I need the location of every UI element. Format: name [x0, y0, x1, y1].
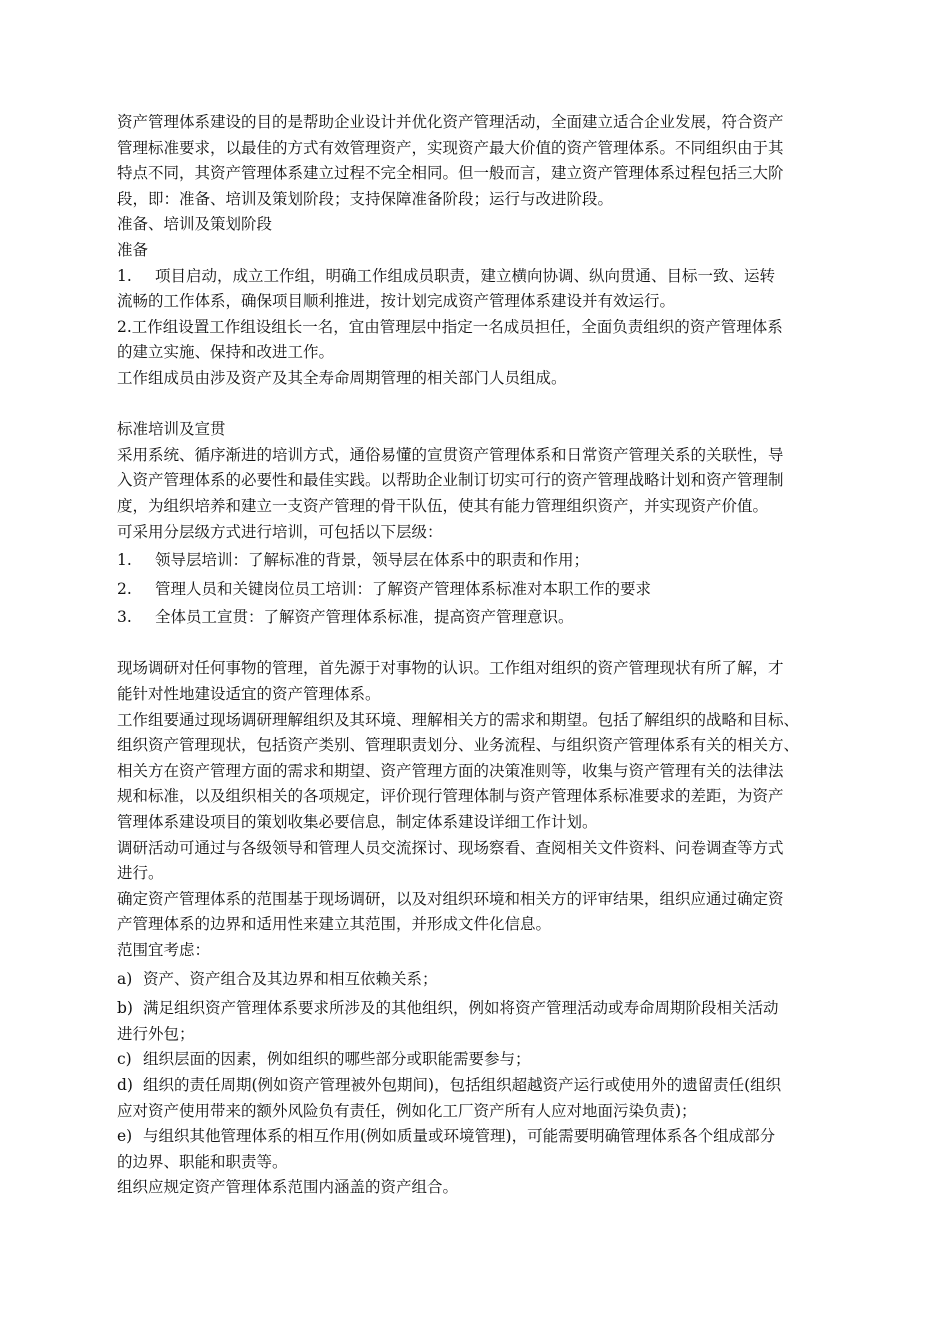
list-text: 全体员工宣贯：了解资产管理体系标准，提高资产管理意识。: [155, 608, 574, 627]
scope-item-d-continued: 应对资产使用带来的额外风险负有责任，例如化工厂资产所有人应对地面污染负责)；: [117, 1101, 697, 1120]
training-line: 入资产管理体系的必要性和最佳实践。以帮助企业制订切实可行的资产管理战略计划和资产管理制: [117, 471, 784, 490]
list-text: 满足组织资产管理体系要求所涉及的其他组织，例如将资产管理活动或寿命周期阶段相关活动: [143, 999, 779, 1018]
list-letter: b): [117, 999, 133, 1018]
prep-members: 工作组成员由涉及资产及其全寿命周期管理的相关部门人员组成。: [117, 368, 567, 387]
list-text: 与组织其他管理体系的相互作用(例如质量或环境管理)，可能需要明确管理体系各个组成部分: [143, 1127, 776, 1146]
prep-item-1: [117, 264, 852, 290]
scope-item-a: [117, 967, 852, 993]
list-number: 3.: [117, 608, 132, 627]
survey-line: 进行。: [117, 864, 164, 883]
survey-line: 现场调研对任何事物的管理，首先源于对事物的认识。工作组对组织的资产管理现状有所了解，才: [117, 659, 784, 678]
list-text: 组织层面的因素，例如组织的哪些部分或职能需要参与；: [143, 1050, 531, 1069]
section-heading-training: 标准培训及宣贯: [117, 420, 226, 439]
training-levels-intro: 可采用分层级方式进行培训，可包括以下层级：: [117, 522, 443, 541]
section-heading-stage: 准备、培训及策划阶段: [117, 215, 273, 234]
scope-line: 确定资产管理体系的范围基于现场调研，以及对组织环境和相关方的评审结果，组织应通过确定资: [117, 889, 784, 908]
list-text: 组织的责任周期(例如资产管理被外包期间)，包括组织超越资产运行或使用外的遗留责任(组织: [143, 1075, 782, 1094]
list-letter: d): [117, 1075, 133, 1094]
scope-item-b: [117, 996, 852, 1022]
training-level-item: [117, 577, 852, 603]
list-number: 2.: [117, 579, 132, 598]
list-text: 管理人员和关键岗位员工培训：了解资产管理体系标准对本职工作的要求: [155, 579, 652, 598]
survey-line: 组织资产管理现状，包括资产类别、管理职责划分、业务流程、与组织资产管理体系有关的相关方、: [117, 736, 800, 755]
list-number: 1.: [117, 266, 132, 285]
scope-item-c: [117, 1047, 852, 1073]
training-line: 采用系统、循序渐进的培训方式，通俗易懂的宣贯资产管理体系和日常资产管理关系的关联性，导: [117, 445, 784, 464]
scope-final: 组织应规定资产管理体系范围内涵盖的资产组合。: [117, 1178, 459, 1197]
intro-line: 特点不同，其资产管理体系建立过程不完全相同。但一般而言，建立资产管理体系过程包括三大阶: [117, 164, 784, 183]
training-level-item: [117, 548, 852, 574]
scope-consider: 范围宜考虑：: [117, 941, 211, 959]
training-line: 度，为组织培养和建立一支资产管理的骨干队伍，使其有能力管理组织资产，并实现资产价值。: [117, 496, 769, 515]
survey-line: 相关方在资产管理方面的需求和期望、资产管理方面的决策准则等，收集与资产管理有关的法律法: [117, 761, 784, 780]
intro-line: 资产管理体系建设的目的是帮助企业设计并优化资产管理活动，全面建立适合企业发展，符合资产: [117, 113, 784, 131]
survey-line: 规和标准，以及组织相关的各项规定，评价现行管理体制与资产管理体系标准要求的差距，为资产: [117, 787, 784, 806]
scope-item-b-continued: 进行外包；: [117, 1024, 195, 1043]
scope-line: 产管理体系的边界和适用性来建立其范围，并形成文件化信息。: [117, 915, 552, 934]
list-letter: e): [117, 1127, 133, 1146]
survey-line: 能针对性地建设适宜的资产管理体系。: [117, 685, 381, 704]
prep-item-1-continued: 流畅的工作体系，确保项目顺利推进，按计划完成资产管理体系建设并有效运行。: [117, 292, 676, 311]
intro-line: 段，即：准备、培训及策划阶段；支持保障准备阶段；运行与改进阶段。: [117, 189, 614, 208]
list-letter: a): [117, 969, 133, 988]
list-text: 领导层培训：了解标准的背景，领导层在体系中的职责和作用；: [155, 551, 590, 570]
survey-line: 工作组要通过现场调研理解组织及其环境、理解相关方的需求和期望。包括了解组织的战略和目标、: [117, 710, 800, 729]
survey-line: 管理体系建设项目的策划收集必要信息，制定体系建设详细工作计划。: [117, 813, 598, 832]
training-level-item: [117, 605, 852, 631]
list-number: 1.: [117, 551, 132, 570]
document-page: [117, 110, 852, 1201]
survey-line: 调研活动可通过与各级领导和管理人员交流探讨、现场察看、查阅相关文件资料、问卷调查等方式: [117, 838, 784, 857]
section-heading-prep: 准备: [117, 240, 149, 259]
list-text: 资产、资产组合及其边界和相互依赖关系；: [143, 969, 438, 988]
prep-item-2-continued: 的建立实施、保持和改进工作。: [117, 343, 335, 362]
prep-item-2: 2.工作组设置工作组设组长一名，宜由管理层中指定一名成员担任，全面负责组织的资产管理体系: [117, 317, 783, 336]
scope-item-e-continued: 的边界、职能和职责等。: [117, 1152, 288, 1171]
list-text: 项目启动，成立工作组，明确工作组成员职责，建立横向协调、纵向贯通、目标一致、运转: [155, 266, 776, 285]
intro-line: 管理标准要求，以最佳的方式有效管理资产，实现资产最大价值的资产管理体系。不同组织由于其: [117, 138, 784, 157]
scope-item-d: [117, 1073, 852, 1099]
list-letter: c): [117, 1050, 132, 1069]
scope-item-e: [117, 1124, 852, 1150]
